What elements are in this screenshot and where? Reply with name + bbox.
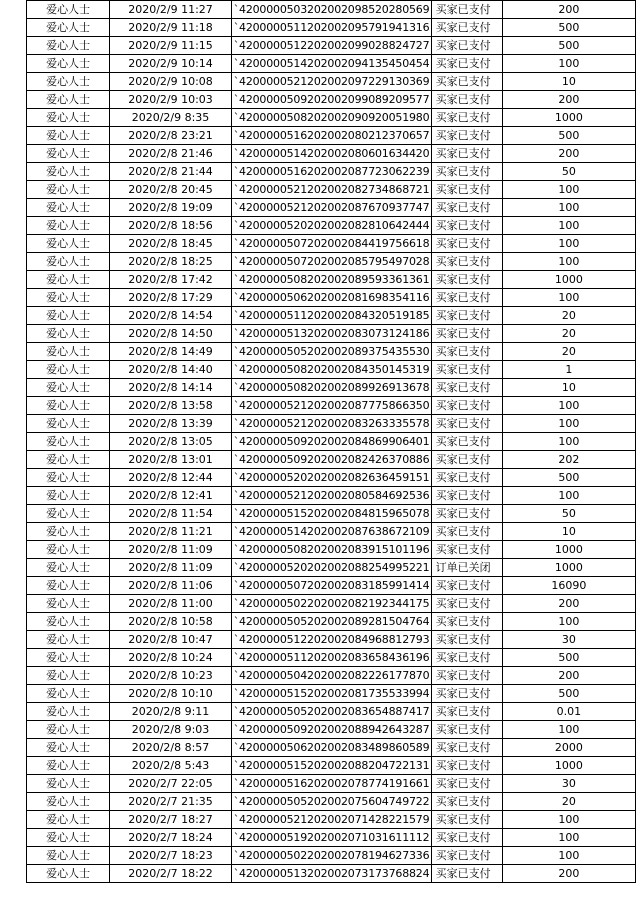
payment-time-cell: 2020/2/8 14:54 xyxy=(110,307,231,325)
amount-cell: 100 xyxy=(502,289,635,307)
amount-cell: 100 xyxy=(502,235,635,253)
donor-name-cell: 爱心人士 xyxy=(27,595,110,613)
payment-time-cell: 2020/2/8 14:50 xyxy=(110,325,231,343)
payment-status-cell: 买家已支付 xyxy=(431,649,502,667)
order-number-cell: `4200000505202002075604749722 xyxy=(231,793,431,811)
donor-name-cell: 爱心人士 xyxy=(27,685,110,703)
payment-time-cell: 2020/2/8 17:42 xyxy=(110,271,231,289)
amount-cell: 100 xyxy=(502,253,635,271)
amount-cell: 1000 xyxy=(502,109,635,127)
order-number-cell: `4200000521202002097229130369 xyxy=(231,73,431,91)
table-row xyxy=(27,613,636,631)
donor-name-cell: 爱心人士 xyxy=(27,145,110,163)
donor-name-cell: 爱心人士 xyxy=(27,757,110,775)
table-row xyxy=(27,397,636,415)
order-number-cell: `4200000508202002089593361361 xyxy=(231,271,431,289)
order-number-cell: `4200000508202002090920051980 xyxy=(231,109,431,127)
amount-cell: 100 xyxy=(502,397,635,415)
donor-name-cell: 爱心人士 xyxy=(27,577,110,595)
payment-status-cell: 买家已支付 xyxy=(431,631,502,649)
payment-time-cell: 2020/2/8 18:45 xyxy=(110,235,231,253)
donor-name-cell: 爱心人士 xyxy=(27,775,110,793)
order-number-cell: `4200000506202002081698354116 xyxy=(231,289,431,307)
amount-cell: 1000 xyxy=(502,757,635,775)
donor-name-cell: 爱心人士 xyxy=(27,505,110,523)
order-number-cell: `4200000513202002083073124186 xyxy=(231,325,431,343)
order-number-cell: `4200000509202002082426370886 xyxy=(231,451,431,469)
order-number-cell: `4200000521202002083263335578 xyxy=(231,415,431,433)
order-number-cell: `4200000514202002094135450454 xyxy=(231,55,431,73)
payment-time-cell: 2020/2/8 18:25 xyxy=(110,253,231,271)
table-row xyxy=(27,199,636,217)
order-number-cell: `4200000512202002099028824727 xyxy=(231,37,431,55)
donor-name-cell: 爱心人士 xyxy=(27,19,110,37)
amount-cell: 10 xyxy=(502,523,635,541)
payment-status-cell: 买家已支付 xyxy=(431,757,502,775)
table-row xyxy=(27,163,636,181)
donor-name-cell: 爱心人士 xyxy=(27,613,110,631)
payment-status-cell: 买家已支付 xyxy=(431,343,502,361)
order-number-cell: `4200000507202002084419756618 xyxy=(231,235,431,253)
table-row xyxy=(27,685,636,703)
payment-time-cell: 2020/2/8 12:41 xyxy=(110,487,231,505)
donor-name-cell: 爱心人士 xyxy=(27,217,110,235)
payment-status-cell: 买家已支付 xyxy=(431,829,502,847)
order-number-cell: `4200000509202002088942643287 xyxy=(231,721,431,739)
order-number-cell: `4200000516202002080212370657 xyxy=(231,127,431,145)
donation-table-body xyxy=(27,1,636,883)
donor-name-cell: 爱心人士 xyxy=(27,865,110,883)
donor-name-cell: 爱心人士 xyxy=(27,811,110,829)
payment-time-cell: 2020/2/8 14:14 xyxy=(110,379,231,397)
payment-time-cell: 2020/2/7 21:35 xyxy=(110,793,231,811)
payment-status-cell: 买家已支付 xyxy=(431,775,502,793)
table-row xyxy=(27,145,636,163)
order-number-cell: `4200000504202002082226177870 xyxy=(231,667,431,685)
payment-status-cell: 买家已支付 xyxy=(431,55,502,73)
donor-name-cell: 爱心人士 xyxy=(27,631,110,649)
table-row xyxy=(27,19,636,37)
order-number-cell: `4200000511202002095791941316 xyxy=(231,19,431,37)
donor-name-cell: 爱心人士 xyxy=(27,739,110,757)
payment-time-cell: 2020/2/8 11:21 xyxy=(110,523,231,541)
amount-cell: 50 xyxy=(502,163,635,181)
order-number-cell: `4200000502202002082192344175 xyxy=(231,595,431,613)
amount-cell: 100 xyxy=(502,847,635,865)
order-number-cell: `4200000505202002089281504764 xyxy=(231,613,431,631)
payment-status-cell: 买家已支付 xyxy=(431,271,502,289)
payment-time-cell: 2020/2/9 10:08 xyxy=(110,73,231,91)
order-number-cell: `4200000521202002082734868721 xyxy=(231,181,431,199)
donor-name-cell: 爱心人士 xyxy=(27,199,110,217)
table-row xyxy=(27,757,636,775)
table-row xyxy=(27,847,636,865)
amount-cell: 200 xyxy=(502,595,635,613)
donor-name-cell: 爱心人士 xyxy=(27,829,110,847)
order-number-cell: `4200000515202002088204722131 xyxy=(231,757,431,775)
table-row xyxy=(27,829,636,847)
payment-status-cell: 买家已支付 xyxy=(431,505,502,523)
payment-time-cell: 2020/2/8 10:58 xyxy=(110,613,231,631)
order-number-cell: `4200000507202002085795497028 xyxy=(231,253,431,271)
payment-time-cell: 2020/2/8 12:44 xyxy=(110,469,231,487)
table-row xyxy=(27,649,636,667)
order-number-cell: `4200000519202002071031611112 xyxy=(231,829,431,847)
donor-name-cell: 爱心人士 xyxy=(27,307,110,325)
payment-time-cell: 2020/2/8 23:21 xyxy=(110,127,231,145)
payment-time-cell: 2020/2/8 8:57 xyxy=(110,739,231,757)
donor-name-cell: 爱心人士 xyxy=(27,109,110,127)
donor-name-cell: 爱心人士 xyxy=(27,253,110,271)
payment-status-cell: 买家已支付 xyxy=(431,685,502,703)
donor-name-cell: 爱心人士 xyxy=(27,55,110,73)
payment-time-cell: 2020/2/8 10:24 xyxy=(110,649,231,667)
payment-time-cell: 2020/2/8 17:29 xyxy=(110,289,231,307)
payment-time-cell: 2020/2/7 18:27 xyxy=(110,811,231,829)
amount-cell: 100 xyxy=(502,199,635,217)
donor-name-cell: 爱心人士 xyxy=(27,379,110,397)
payment-time-cell: 2020/2/9 8:35 xyxy=(110,109,231,127)
donor-name-cell: 爱心人士 xyxy=(27,73,110,91)
payment-status-cell: 买家已支付 xyxy=(431,19,502,37)
order-number-cell: `4200000521202002087775866350 xyxy=(231,397,431,415)
table-row xyxy=(27,379,636,397)
payment-status-cell: 买家已支付 xyxy=(431,847,502,865)
payment-status-cell: 买家已支付 xyxy=(431,127,502,145)
payment-time-cell: 2020/2/8 14:40 xyxy=(110,361,231,379)
table-row xyxy=(27,235,636,253)
table-row xyxy=(27,361,636,379)
amount-cell: 100 xyxy=(502,55,635,73)
order-number-cell: `4200000505202002083654887417 xyxy=(231,703,431,721)
amount-cell: 30 xyxy=(502,775,635,793)
table-row xyxy=(27,271,636,289)
payment-time-cell: 2020/2/8 13:58 xyxy=(110,397,231,415)
payment-time-cell: 2020/2/8 11:06 xyxy=(110,577,231,595)
donor-name-cell: 爱心人士 xyxy=(27,181,110,199)
table-row xyxy=(27,307,636,325)
order-number-cell: `4200000514202002087638672109 xyxy=(231,523,431,541)
order-number-cell: `4200000521202002080584692536 xyxy=(231,487,431,505)
payment-status-cell: 买家已支付 xyxy=(431,325,502,343)
order-number-cell: `4200000512202002084968812793 xyxy=(231,631,431,649)
table-row xyxy=(27,91,636,109)
table-row xyxy=(27,703,636,721)
payment-status-cell: 买家已支付 xyxy=(431,73,502,91)
donor-name-cell: 爱心人士 xyxy=(27,559,110,577)
payment-status-cell: 买家已支付 xyxy=(431,145,502,163)
payment-time-cell: 2020/2/8 10:10 xyxy=(110,685,231,703)
donor-name-cell: 爱心人士 xyxy=(27,487,110,505)
order-number-cell: `4200000520202002082810642444 xyxy=(231,217,431,235)
order-number-cell: `4200000520202002082636459151 xyxy=(231,469,431,487)
payment-time-cell: 2020/2/8 11:09 xyxy=(110,541,231,559)
amount-cell: 100 xyxy=(502,829,635,847)
order-number-cell: `4200000509202002099089209577 xyxy=(231,91,431,109)
payment-status-cell: 买家已支付 xyxy=(431,433,502,451)
payment-time-cell: 2020/2/9 11:15 xyxy=(110,37,231,55)
donor-name-cell: 爱心人士 xyxy=(27,523,110,541)
donor-name-cell: 爱心人士 xyxy=(27,127,110,145)
payment-status-cell: 买家已支付 xyxy=(431,523,502,541)
payment-time-cell: 2020/2/8 11:09 xyxy=(110,559,231,577)
table-row xyxy=(27,523,636,541)
payment-status-cell: 买家已支付 xyxy=(431,487,502,505)
payment-time-cell: 2020/2/8 5:43 xyxy=(110,757,231,775)
amount-cell: 1000 xyxy=(502,271,635,289)
payment-time-cell: 2020/2/8 13:01 xyxy=(110,451,231,469)
donor-name-cell: 爱心人士 xyxy=(27,793,110,811)
amount-cell: 0.01 xyxy=(502,703,635,721)
order-number-cell: `4200000520202002088254995221 xyxy=(231,559,431,577)
table-row xyxy=(27,667,636,685)
payment-status-cell: 买家已支付 xyxy=(431,199,502,217)
amount-cell: 500 xyxy=(502,649,635,667)
order-number-cell: `4200000515202002081735533994 xyxy=(231,685,431,703)
amount-cell: 200 xyxy=(502,865,635,883)
payment-status-cell: 买家已支付 xyxy=(431,811,502,829)
table-row xyxy=(27,325,636,343)
payment-status-cell: 买家已支付 xyxy=(431,307,502,325)
amount-cell: 500 xyxy=(502,37,635,55)
payment-status-cell: 买家已支付 xyxy=(431,613,502,631)
amount-cell: 50 xyxy=(502,505,635,523)
donor-name-cell: 爱心人士 xyxy=(27,397,110,415)
donor-name-cell: 爱心人士 xyxy=(27,667,110,685)
payment-status-cell: 买家已支付 xyxy=(431,109,502,127)
amount-cell: 2000 xyxy=(502,739,635,757)
payment-time-cell: 2020/2/9 10:03 xyxy=(110,91,231,109)
table-row xyxy=(27,793,636,811)
donor-name-cell: 爱心人士 xyxy=(27,271,110,289)
amount-cell: 100 xyxy=(502,217,635,235)
payment-time-cell: 2020/2/8 21:46 xyxy=(110,145,231,163)
donor-name-cell: 爱心人士 xyxy=(27,361,110,379)
payment-status-cell: 买家已支付 xyxy=(431,595,502,613)
amount-cell: 10 xyxy=(502,73,635,91)
table-row xyxy=(27,721,636,739)
donor-name-cell: 爱心人士 xyxy=(27,721,110,739)
order-number-cell: `4200000516202002078774191661 xyxy=(231,775,431,793)
order-number-cell: `4200000508202002089926913678 xyxy=(231,379,431,397)
table-row xyxy=(27,433,636,451)
order-number-cell: `4200000511202002083658436196 xyxy=(231,649,431,667)
donor-name-cell: 爱心人士 xyxy=(27,1,110,19)
amount-cell: 500 xyxy=(502,469,635,487)
order-number-cell: `4200000505202002089375435530 xyxy=(231,343,431,361)
table-row xyxy=(27,73,636,91)
payment-status-cell: 买家已支付 xyxy=(431,739,502,757)
donor-name-cell: 爱心人士 xyxy=(27,451,110,469)
order-number-cell: `4200000516202002087723062239 xyxy=(231,163,431,181)
payment-status-cell: 买家已支付 xyxy=(431,865,502,883)
donor-name-cell: 爱心人士 xyxy=(27,343,110,361)
payment-time-cell: 2020/2/8 9:11 xyxy=(110,703,231,721)
payment-status-cell: 订单已关闭 xyxy=(431,559,502,577)
payment-time-cell: 2020/2/8 10:23 xyxy=(110,667,231,685)
amount-cell: 100 xyxy=(502,721,635,739)
payment-status-cell: 买家已支付 xyxy=(431,1,502,19)
payment-time-cell: 2020/2/8 13:39 xyxy=(110,415,231,433)
table-row xyxy=(27,469,636,487)
payment-time-cell: 2020/2/8 19:09 xyxy=(110,199,231,217)
order-number-cell: `4200000506202002083489860589 xyxy=(231,739,431,757)
amount-cell: 1000 xyxy=(502,559,635,577)
amount-cell: 500 xyxy=(502,19,635,37)
payment-status-cell: 买家已支付 xyxy=(431,217,502,235)
order-number-cell: `4200000503202002098520280569 xyxy=(231,1,431,19)
payment-time-cell: 2020/2/8 11:54 xyxy=(110,505,231,523)
table-row xyxy=(27,505,636,523)
payment-time-cell: 2020/2/8 13:05 xyxy=(110,433,231,451)
amount-cell: 1 xyxy=(502,361,635,379)
table-row xyxy=(27,127,636,145)
amount-cell: 100 xyxy=(502,181,635,199)
order-number-cell: `4200000521202002071428221579 xyxy=(231,811,431,829)
table-row xyxy=(27,181,636,199)
payment-status-cell: 买家已支付 xyxy=(431,469,502,487)
amount-cell: 100 xyxy=(502,613,635,631)
payment-time-cell: 2020/2/8 10:47 xyxy=(110,631,231,649)
table-row xyxy=(27,775,636,793)
payment-time-cell: 2020/2/8 18:56 xyxy=(110,217,231,235)
payment-time-cell: 2020/2/8 14:49 xyxy=(110,343,231,361)
order-number-cell: `4200000507202002083185991414 xyxy=(231,577,431,595)
donor-name-cell: 爱心人士 xyxy=(27,703,110,721)
payment-time-cell: 2020/2/9 10:14 xyxy=(110,55,231,73)
payment-time-cell: 2020/2/8 9:03 xyxy=(110,721,231,739)
order-number-cell: `4200000521202002087670937747 xyxy=(231,199,431,217)
payment-time-cell: 2020/2/8 20:45 xyxy=(110,181,231,199)
order-number-cell: `4200000508202002084350145319 xyxy=(231,361,431,379)
payment-status-cell: 买家已支付 xyxy=(431,361,502,379)
payment-time-cell: 2020/2/8 21:44 xyxy=(110,163,231,181)
amount-cell: 100 xyxy=(502,433,635,451)
amount-cell: 30 xyxy=(502,631,635,649)
payment-status-cell: 买家已支付 xyxy=(431,721,502,739)
payment-status-cell: 买家已支付 xyxy=(431,667,502,685)
table-row xyxy=(27,595,636,613)
amount-cell: 10 xyxy=(502,379,635,397)
payment-status-cell: 买家已支付 xyxy=(431,37,502,55)
payment-status-cell: 买家已支付 xyxy=(431,577,502,595)
payment-time-cell: 2020/2/9 11:18 xyxy=(110,19,231,37)
table-row xyxy=(27,487,636,505)
amount-cell: 20 xyxy=(502,343,635,361)
donation-table xyxy=(26,0,636,883)
table-row xyxy=(27,415,636,433)
payment-status-cell: 买家已支付 xyxy=(431,253,502,271)
donor-name-cell: 爱心人士 xyxy=(27,163,110,181)
amount-cell: 100 xyxy=(502,415,635,433)
amount-cell: 1000 xyxy=(502,541,635,559)
donor-name-cell: 爱心人士 xyxy=(27,415,110,433)
donor-name-cell: 爱心人士 xyxy=(27,433,110,451)
donor-name-cell: 爱心人士 xyxy=(27,235,110,253)
table-row xyxy=(27,1,636,19)
donor-name-cell: 爱心人士 xyxy=(27,847,110,865)
donor-name-cell: 爱心人士 xyxy=(27,541,110,559)
amount-cell: 500 xyxy=(502,127,635,145)
payment-status-cell: 买家已支付 xyxy=(431,181,502,199)
table-row xyxy=(27,451,636,469)
table-row xyxy=(27,253,636,271)
table-row xyxy=(27,739,636,757)
table-row xyxy=(27,217,636,235)
amount-cell: 200 xyxy=(502,1,635,19)
payment-status-cell: 买家已支付 xyxy=(431,703,502,721)
amount-cell: 100 xyxy=(502,811,635,829)
payment-status-cell: 买家已支付 xyxy=(431,397,502,415)
order-number-cell: `4200000515202002084815965078 xyxy=(231,505,431,523)
amount-cell: 200 xyxy=(502,667,635,685)
donor-name-cell: 爱心人士 xyxy=(27,289,110,307)
payment-time-cell: 2020/2/7 18:23 xyxy=(110,847,231,865)
amount-cell: 202 xyxy=(502,451,635,469)
payment-status-cell: 买家已支付 xyxy=(431,289,502,307)
table-row xyxy=(27,631,636,649)
payment-status-cell: 买家已支付 xyxy=(431,235,502,253)
amount-cell: 200 xyxy=(502,145,635,163)
amount-cell: 500 xyxy=(502,685,635,703)
donor-name-cell: 爱心人士 xyxy=(27,649,110,667)
payment-status-cell: 买家已支付 xyxy=(431,793,502,811)
amount-cell: 20 xyxy=(502,325,635,343)
table-row xyxy=(27,289,636,307)
table-row xyxy=(27,343,636,361)
donor-name-cell: 爱心人士 xyxy=(27,91,110,109)
donor-name-cell: 爱心人士 xyxy=(27,325,110,343)
table-row xyxy=(27,577,636,595)
table-row xyxy=(27,37,636,55)
amount-cell: 20 xyxy=(502,793,635,811)
order-number-cell: `4200000509202002084869906401 xyxy=(231,433,431,451)
payment-time-cell: 2020/2/7 18:24 xyxy=(110,829,231,847)
table-row xyxy=(27,559,636,577)
amount-cell: 100 xyxy=(502,487,635,505)
payment-status-cell: 买家已支付 xyxy=(431,451,502,469)
payment-status-cell: 买家已支付 xyxy=(431,415,502,433)
payment-time-cell: 2020/2/8 11:00 xyxy=(110,595,231,613)
donor-name-cell: 爱心人士 xyxy=(27,37,110,55)
donor-name-cell: 爱心人士 xyxy=(27,469,110,487)
table-row xyxy=(27,55,636,73)
payment-status-cell: 买家已支付 xyxy=(431,91,502,109)
table-row xyxy=(27,109,636,127)
table-row xyxy=(27,865,636,883)
amount-cell: 20 xyxy=(502,307,635,325)
order-number-cell: `4200000513202002073173768824 xyxy=(231,865,431,883)
order-number-cell: `4200000508202002083915101196 xyxy=(231,541,431,559)
amount-cell: 200 xyxy=(502,91,635,109)
order-number-cell: `4200000514202002080601634420 xyxy=(231,145,431,163)
payment-status-cell: 买家已支付 xyxy=(431,541,502,559)
amount-cell: 16090 xyxy=(502,577,635,595)
payment-time-cell: 2020/2/7 22:05 xyxy=(110,775,231,793)
payment-time-cell: 2020/2/9 11:27 xyxy=(110,1,231,19)
table-row xyxy=(27,541,636,559)
order-number-cell: `4200000502202002078194627336 xyxy=(231,847,431,865)
payment-status-cell: 买家已支付 xyxy=(431,379,502,397)
payment-time-cell: 2020/2/7 18:22 xyxy=(110,865,231,883)
payment-status-cell: 买家已支付 xyxy=(431,163,502,181)
order-number-cell: `4200000511202002084320519185 xyxy=(231,307,431,325)
table-row xyxy=(27,811,636,829)
